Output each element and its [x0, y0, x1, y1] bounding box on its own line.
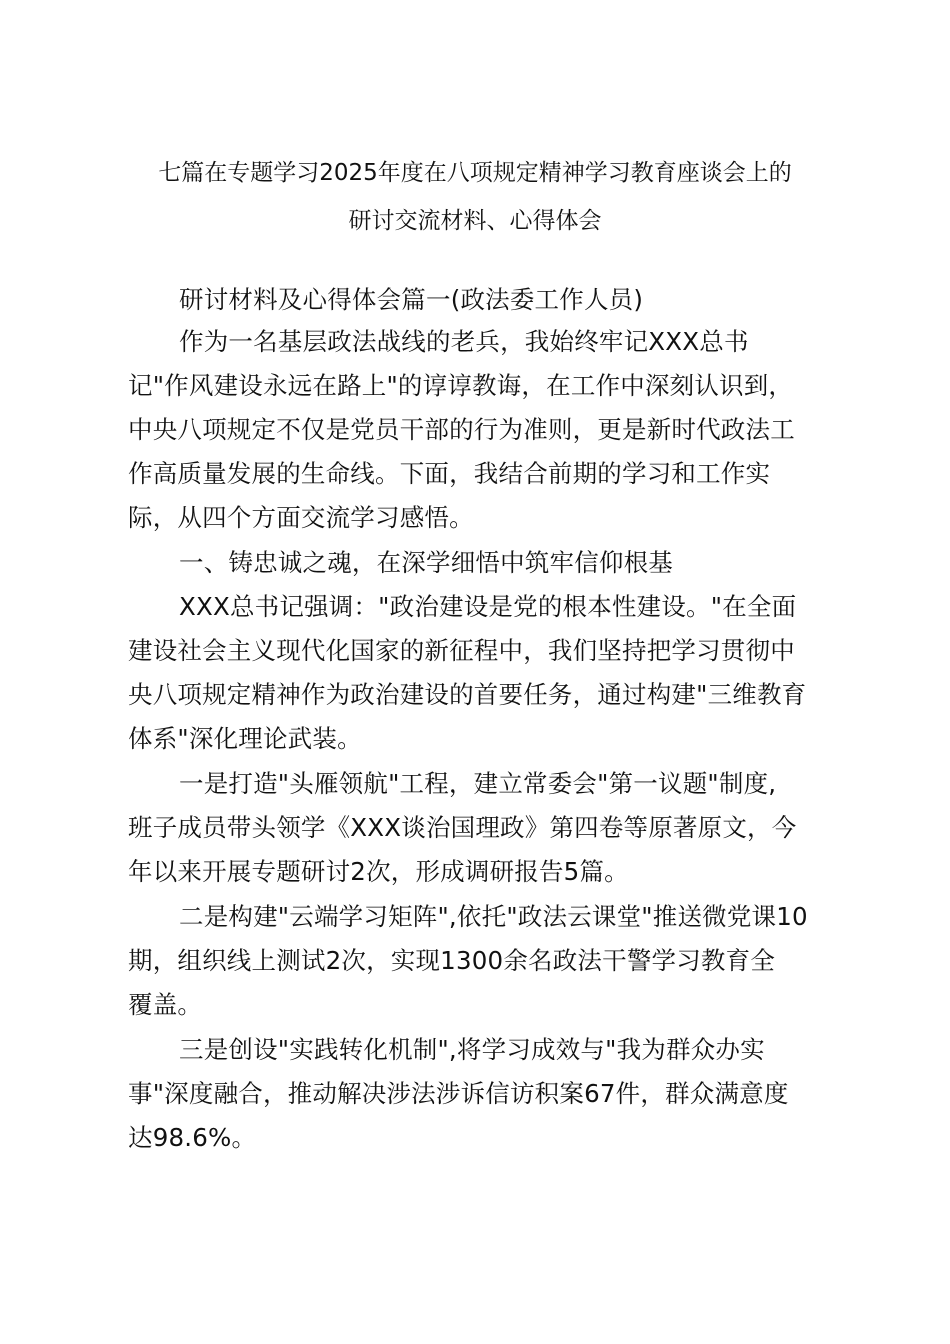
paragraph-line: 体系"深化理论武装。 [128, 724, 362, 753]
paragraph-line: XXX总书记强调："政治建设是党的根本性建设。"在全面 [179, 592, 797, 621]
paragraph-line: 达98.6%。 [128, 1123, 257, 1152]
paragraph-line: 际，从四个方面交流学习感悟。 [128, 503, 474, 532]
paragraph-line: 作高质量发展的生命线。下面，我结合前期的学习和工作实 [128, 459, 771, 488]
paragraph-line: 记"作风建设永远在路上"的谆谆教诲，在工作中深刻认识到， [128, 371, 794, 400]
paragraph-line: 班子成员带头领学《XXX谈治国理政》第四卷等原著原文，今 [128, 813, 797, 842]
paragraph-line: 中央八项规定不仅是党员干部的行为准则，更是新时代政法工 [128, 415, 795, 444]
paragraph-line: 一是打造"头雁领航"工程，建立常委会"第一议题"制度, [179, 769, 777, 798]
paragraph-line: 建设社会主义现代化国家的新征程中，我们坚持把学习贯彻中 [128, 636, 795, 665]
section-heading-part-one: 研讨材料及心得体会篇一(政法委工作人员) [179, 285, 644, 314]
paragraph-line: 覆盖。 [128, 990, 203, 1019]
paragraph-line: 央八项规定精神作为政治建设的首要任务，通过构建"三维教育 [128, 680, 807, 709]
paragraph-line: 事"深度融合，推动解决涉法涉诉信访积案67件，群众满意度 [128, 1079, 789, 1108]
paragraph-line: 二是构建"云端学习矩阵",依托"政法云课堂"推送微党课10 [179, 902, 808, 931]
paragraph-line: 三是创设"实践转化机制",将学习成效与"我为群众办实 [179, 1035, 765, 1064]
paragraph-line: 年以来开展专题研讨2次，形成调研报告5篇。 [128, 857, 629, 886]
paragraph-line: 期，组织线上测试2次，实现1300余名政法干警学习教育全 [128, 946, 776, 975]
paragraph-line: 作为一名基层政法战线的老兵，我始终牢记XXX总书 [179, 327, 749, 356]
document-title-line-1: 七篇在专题学习2025年度在八项规定精神学习教育座谈会上的 [158, 160, 792, 186]
document-title-line-2: 研讨交流材料、心得体会 [348, 208, 602, 234]
subsection-heading: 一、铸忠诚之魂，在深学细悟中筑牢信仰根基 [179, 548, 673, 577]
